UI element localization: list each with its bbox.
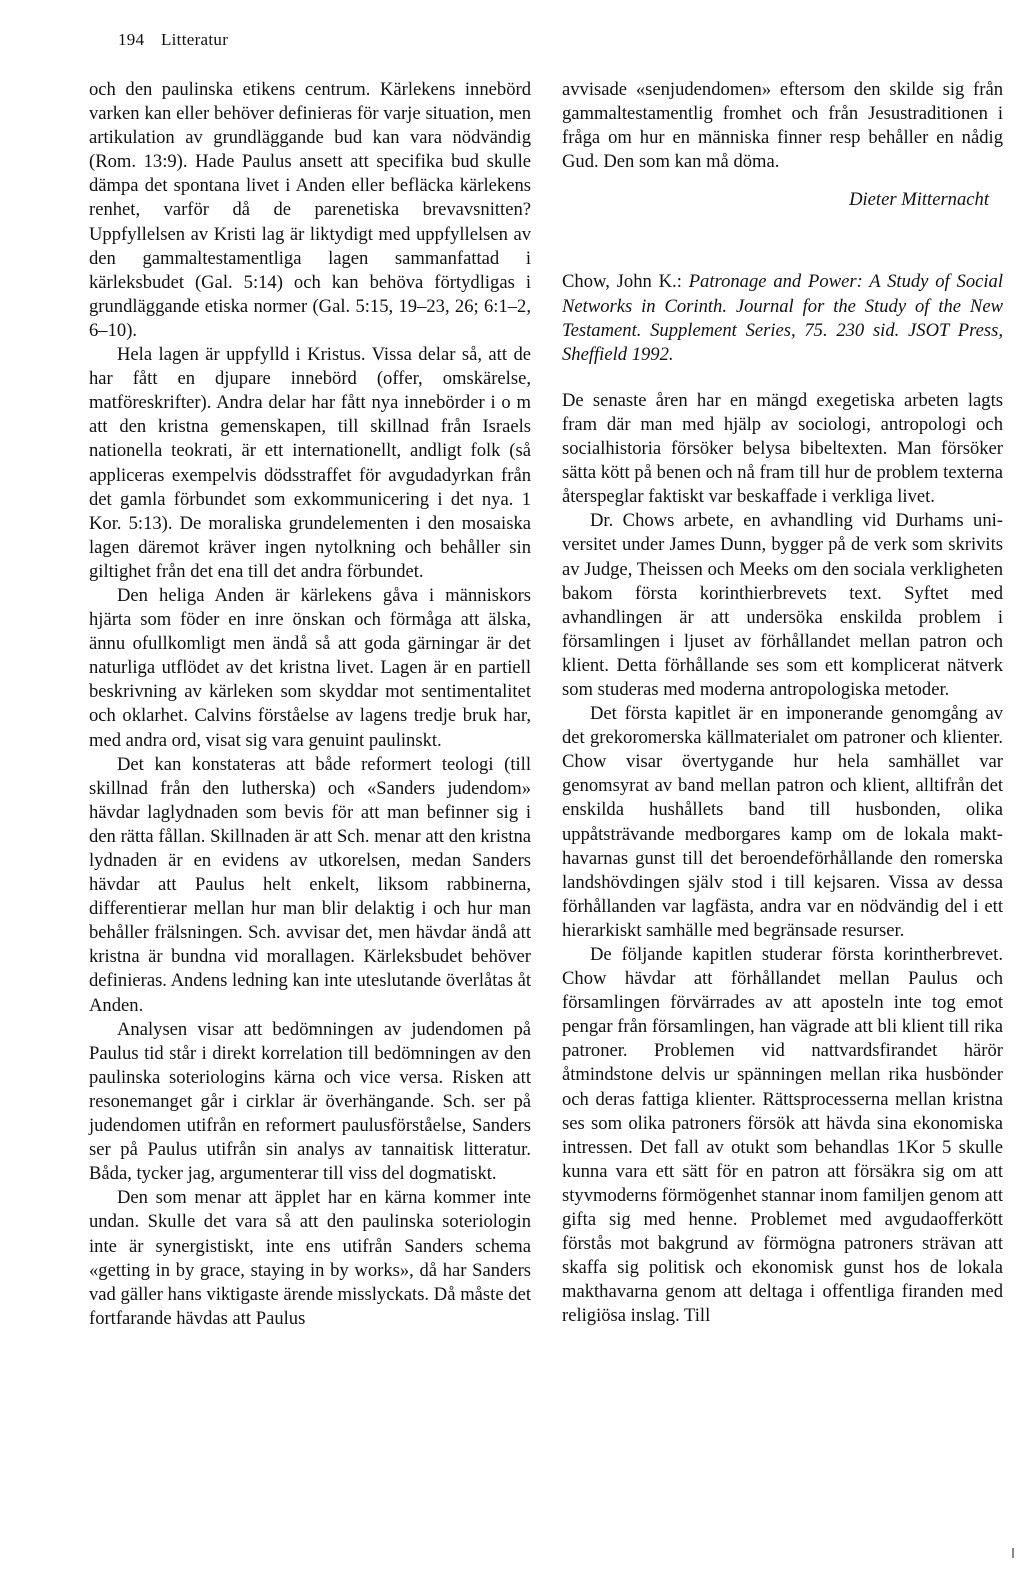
paragraph: Dr. Chows arbete, en avhandling vid Durhams universitet under James Dunn, bygger på de verk som skrivits av Judge, Theissen och Meeks om den sociala verkligheten bakom första korinthierbrevets text. Syftet med avhandlingen är att undersöka enskilda problem i församlingen i ljuset av förhållandet mellan patron och klient. Detta förhållande ses som ett komplicerat nätverk som studeras med moderna antropologiska metoder. [562,510,1003,700]
spacer [562,367,1003,389]
reviewer-signature: Dieter Mitternacht [849,189,989,211]
scan-mark [1012,1548,1014,1558]
paragraph: Analysen visar att bedömningen av judendomen på Paulus tid står i direkt korrelation till bedömningen av den paulinska soteriologins kärna och vice versa. Risken att resonemanget går i cirklar är överhängande. Sch. ser på judendomen utifrån en reformert paulusförståelse, Sanders ser på Paulus utifrån sin analys av tannaitisk litteratur. Båda, tycker jag, argumenterar till viss del dogmatiskt. [89,1018,531,1185]
page-number: 194 [118,30,145,49]
page-header [118,30,228,50]
review-title: Patronage and Power: A Study of Social Networks in Corinth. Journal for the Study of the New Testament. Supplement Series, 75. 230 sid. JSOT Press, Sheffield 1992. [562,271,1003,365]
running-title: Litteratur [160,30,229,49]
paragraph: Den heliga Anden är kärlekens gåva i människors hjärta som föder en inre önskan och förmåga att älska, ännu ofullkomligt men ändå så att goda gärningar är det naturliga utflödet av det kristna livet. Lagen är en partiell beskrivning av kärleken som skyddar mot sentimentalitet och oklarhet. Calvins förståelse av lagens tredje bruk har, med andra ord, visat sig vara genuint paulinskt. [89,584,531,751]
paragraph: avvisade «senjudendomen» eftersom den skilde sig från gammaltestamentlig fromhet och från Jesustraditionen i fråga om hur en människa finner resp behåller en nådig Gud. Den som kan må döma. [562,79,1003,173]
paragraph: Det kan konstateras att både reformert teologi (till skillnad från den lutherska) och «Sanders judendom» hävdar laglydnaden som bevis för att man befinner sig i den rätta fållan. Skillnaden är att Sch. menar att den kristna lydnaden är en evidens av utkorelsen, medan Sanders hävdar att Paulus helt enkelt, liksom rabbinerna, differentierar mellan hur man blir delaktig i och hur man behåller frälsningen. Sch. avvisar det, men hävdar ändå att kristna är bundna vid morallagen. Kärleksbudet behöver definieras. Andens ledning kan inte uteslutande överlåtas åt Anden. [89,753,531,1016]
review-heading [562,270,1003,366]
paragraph: De senaste åren har en mängd exegetiska arbeten lagts fram där man med hjälp av sociologi, antropologi och socialhistoria försöker belysa bibeltexten. Man försöker sätta kött på benen och nå fram till hur de problem texterna återspeglar faktiskt var beskaffade i verkliga livet. [562,389,1003,508]
paragraph: Det första kapitlet är en imponerande genomgång av det grekoromerska källmaterialet om patroner och klienter. Chow visar övertygande hur hela samhället var genomsyrat av band mellan patron och klient, alltifrån det enskilda hushållets band till husbonden, olika uppåtsträvande medborgares kamp om de lokala makthavarnas gunst till det beroendeförhållande den romerska landshövdingen själv stod i till kejsaren. Vissa av dessa förhållanden var lagfästa, andra var en nödvändig del i ett hierarkiskt samhälle med begränsade resurser. [562,703,1003,941]
review-author: Chow, John K.: [562,271,682,293]
right-column [562,78,1003,1329]
paragraph: och den paulinska etikens centrum. Kärlekens innebörd varken kan eller behöver definieras för varje situation, men artikulation av grundläggande bud kan vara nödvändig (Rom. 13:9). Hade Paulus ansett att specifika bud skulle dämpa det spontana livet i Anden eller befläcka kärlekens renhet, varför då de parenetiska brevavsnitten? Uppfyllelsen av Kristi lag är liktydigt med uppfyllelsen av den gammaltestamentliga lagen sammanfattad i kärleksbudet (Gal. 5:14) och kan behöva förtydligas i grundläggande etiska normer (Gal. 5:15, 19–23, 26; 6:1–2, 6–10). [89,79,531,341]
paragraph: De följande kapitlen studerar första korintherbrevet. Chow hävdar att förhållandet mellan Paulus och församlingen förvärrades av att aposteln inte tog emot pengar från församlingen, han vägrade att bli klient till rika patroner. Problemen vid nattvardsfirandet härör åtmindstone delvis ur spänningen mellan rika husbönder och deras fattiga klienter. Rättsprocesserna mellan kristna ses som olika patroners försök att hävda sina ekonomiska intressen. Det fall av otukt som behandlas 1Kor 5 skulle kunna vara ett sätt för en patron att försäkra sig om att styvmoderns förmögenhet stannar inom familjen genom att gifta sig med henne. Problemet med avgudaofferkött förstås mot bakgrund av förmögna patroners strävan att skaffa sig politisk och ekonomisk gunst hos de lokala makthavarna genom att deltaga i offentliga firanden med religiösa inslag. Till [562,944,1003,1327]
paragraph: Den som menar att äpplet har en kärna kommer inte undan. Skulle det vara så att den paulinska soteriologin inte är synergistiskt, inte ens utifrån Sanders schema «getting in by grace, staying in by works», då har Sanders vad gäller hans viktigaste ärende misslyckats. Då måste det fortfarande hävdas att Paulus [89,1187,531,1329]
left-column [89,78,531,1331]
paragraph: Hela lagen är uppfylld i Kristus. Vissa delar så, att de har fått en djupare innebörd (offer, omskärelse, matföreskrifter). Andra delar har fått nya innebörder i o m att den kristna gemenskapen, till skillnad från Israels nationella teokrati, är ett internationellt, andligt folk (så appliceras exempelvis dödsstraffet för avgudadyrkan från det gamla förbundet som exkommunicering i det nya. 1 Kor. 5:13). De moraliska grundelementen i den mosaiska lagen däremot kräver ingen nytolkning och behåller sin giltighet från det ena till det andra förbundet. [89,344,531,582]
